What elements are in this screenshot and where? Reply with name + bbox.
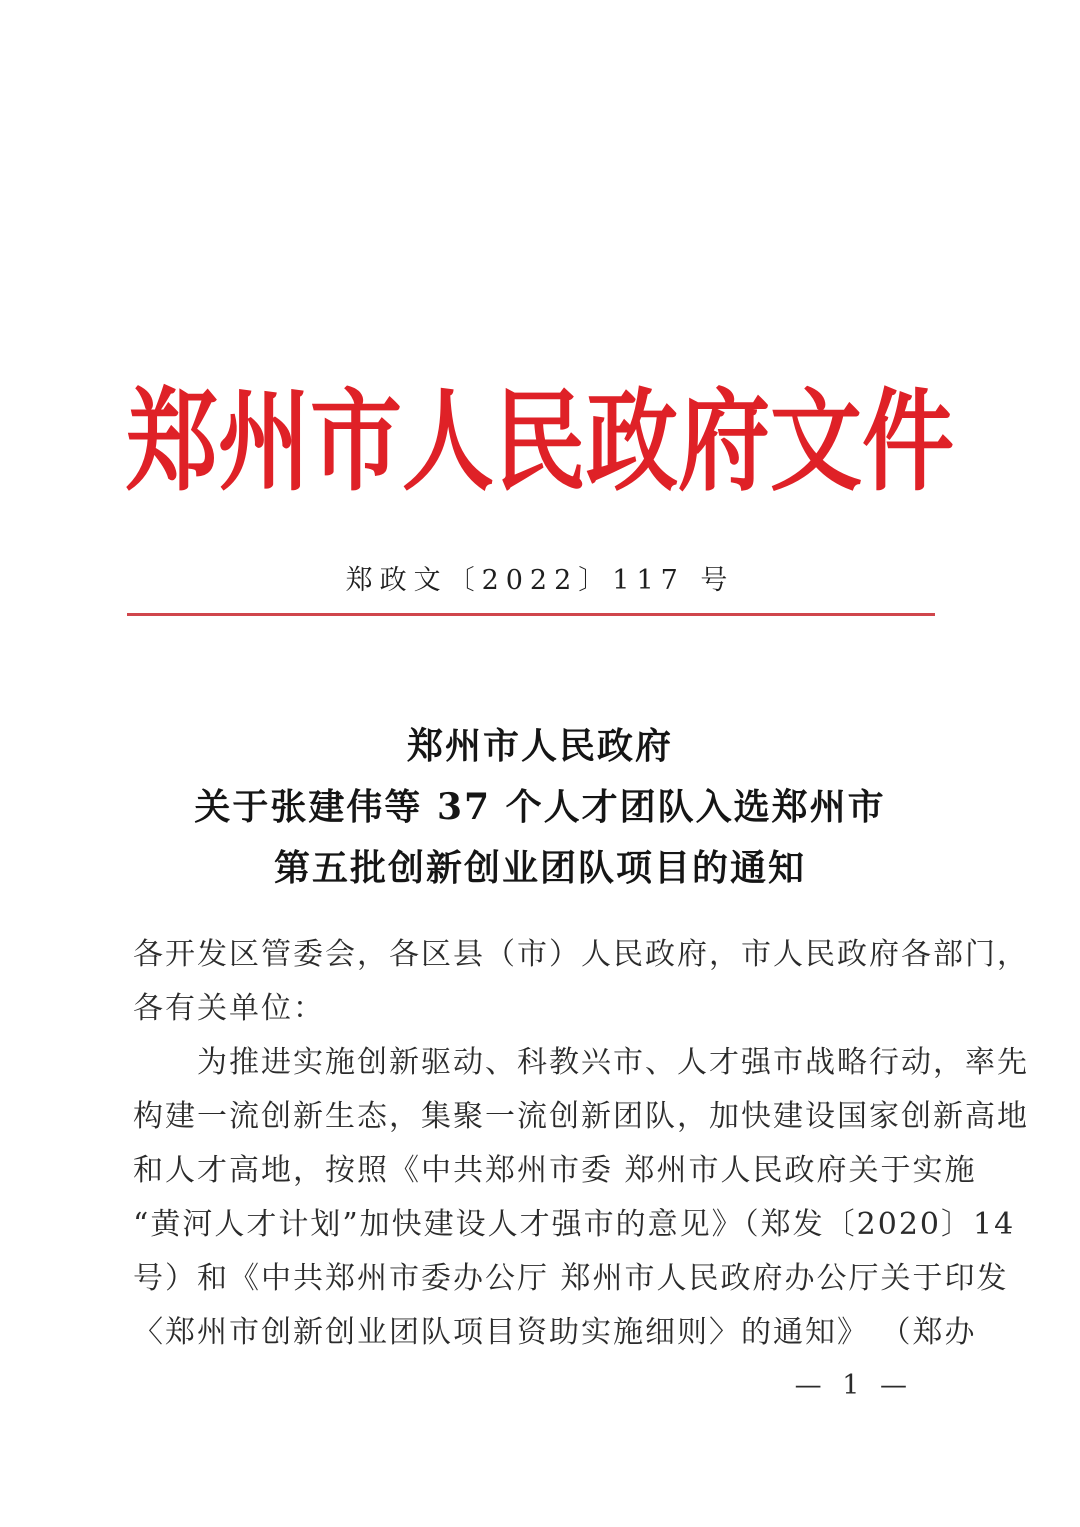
paragraph-line-6: 〈郑州市创新创业团队项目资助实施细则〉的通知》 （郑办 <box>133 1315 977 1350</box>
page-number: — 1 — <box>794 1370 913 1401</box>
paragraph-line-3: 和人才高地，按照《中共郑州市委 郑州市人民政府关于实施 <box>133 1153 977 1188</box>
paragraph-line-1: 为推进实施创新驱动、科教兴市、人才强市战略行动，率先 <box>197 1045 1029 1080</box>
paragraph-line-5: 号）和《中共郑州市委办公厅 郑州市人民政府办公厅关于印发 <box>133 1261 1009 1296</box>
document-title-line-3: 第五批创新创业团队项目的通知 <box>273 847 806 889</box>
document-number: 郑政文〔2022〕117 号 <box>345 565 735 596</box>
document-title <box>0 716 1080 899</box>
salutation-line-1: 各开发区管委会，各区县（市）人民政府，市人民政府各部门， <box>133 937 1029 972</box>
document-title-line-1: 郑州市人民政府 <box>406 725 673 767</box>
document-body <box>133 928 1029 1360</box>
salutation-line-2: 各有关单位： <box>133 991 325 1026</box>
red-divider-rule <box>127 613 935 616</box>
paragraph-line-2: 构建一流创新生态，集聚一流创新团队，加快建设国家创新高地 <box>133 1099 1029 1134</box>
paragraph-line-4: “黄河人才计划”加快建设人才强市的意见》（郑发〔2020〕14 <box>133 1207 1016 1242</box>
red-header-title: 郑州市人民政府文件 <box>125 376 954 507</box>
document-title-line-2: 关于张建伟等 37 个人才团队入选郑州市 <box>194 786 886 828</box>
